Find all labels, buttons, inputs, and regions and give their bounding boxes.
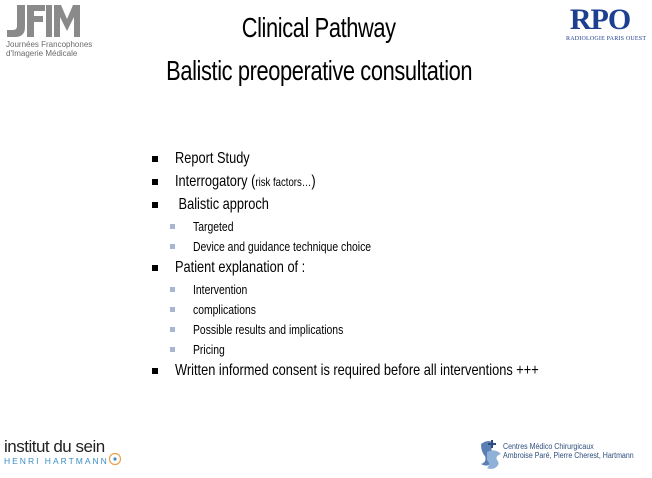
- institut-logo-ring-icon: [108, 452, 122, 466]
- cmc-logo-mark-icon: [477, 438, 505, 472]
- square-bullet-icon: [152, 368, 158, 374]
- square-bullet-icon: [152, 179, 158, 185]
- jfim-line-2: d'Imagerie Médicale: [6, 49, 78, 58]
- square-bullet-icon: [152, 265, 158, 271]
- bullet-text: Written informed consent is required before all interventions +++: [175, 362, 539, 379]
- sub-bullet-icon: [170, 224, 175, 229]
- bullet-text-main: Interrogatory (: [175, 173, 256, 190]
- bullet-text: Balistic approch: [175, 196, 269, 213]
- bullet-text: Patient explanation of :: [175, 259, 306, 276]
- square-bullet-icon: [152, 156, 158, 162]
- jfim-logo-mark: [3, 3, 83, 41]
- slide-title-line-1: [100, 12, 538, 44]
- bullet-text: [175, 171, 316, 193]
- bullet-item: [150, 148, 620, 171]
- cmc-logo-line-1: Centres Médico Chirurgicaux: [503, 442, 594, 451]
- bullet-text: Intervention: [193, 282, 248, 297]
- bullet-text: Pricing: [193, 342, 225, 357]
- sub-bullet-item: [168, 217, 620, 237]
- rpo-logo: [566, 3, 647, 46]
- bullet-text: Targeted: [193, 219, 234, 234]
- slide-title-text-2: Balistic preoperative consultation: [165, 55, 473, 86]
- sub-bullet-icon: [170, 347, 175, 352]
- square-bullet-icon: [152, 202, 158, 208]
- sub-bullet-icon: [170, 244, 175, 249]
- bullet-item: [150, 360, 620, 383]
- bullet-text-end: ): [311, 173, 316, 190]
- bullet-text: Device and guidance technique choice: [193, 239, 372, 254]
- institut-logo-name: institut du sein: [4, 437, 105, 456]
- cmc-logo: [477, 438, 637, 474]
- sub-bullet-item: [168, 340, 620, 360]
- sub-bullet-item: [168, 320, 620, 340]
- sub-bullet-item: [168, 300, 620, 320]
- sub-bullet-item: [168, 237, 620, 257]
- bullet-text: complications: [193, 302, 257, 317]
- sub-bullet-icon: [170, 307, 175, 312]
- sub-bullet-icon: [170, 327, 175, 332]
- bullet-text: Report Study: [175, 150, 250, 167]
- slide-title-text-1: Clinical Pathway: [241, 12, 396, 43]
- bullet-text: Possible results and implications: [193, 322, 344, 337]
- jfim-logo: [3, 3, 93, 59]
- sub-bullet-icon: [170, 287, 175, 292]
- cmc-logo-text: [503, 442, 652, 460]
- institut-du-sein-logo: [4, 437, 128, 475]
- sub-bullet-item: [168, 280, 620, 300]
- cmc-logo-line-2: Ambroise Paré, Pierre Cherest, Hartmann: [503, 451, 634, 460]
- rpo-logo-subtitle: RADIOLOGIE PARIS OUEST: [566, 36, 647, 42]
- rpo-logo-mark: RPO: [569, 3, 631, 36]
- bullet-item: [150, 171, 620, 194]
- bullet-text-small: risk factors…: [255, 175, 312, 189]
- institut-logo-subtitle: HENRI HARTMANN: [4, 456, 109, 466]
- bullet-list: [150, 148, 620, 383]
- slide-title-line-2: [100, 55, 538, 87]
- bullet-item: [150, 257, 620, 280]
- jfim-line-1: Journées Francophones: [6, 40, 93, 49]
- bullet-item: [150, 194, 620, 217]
